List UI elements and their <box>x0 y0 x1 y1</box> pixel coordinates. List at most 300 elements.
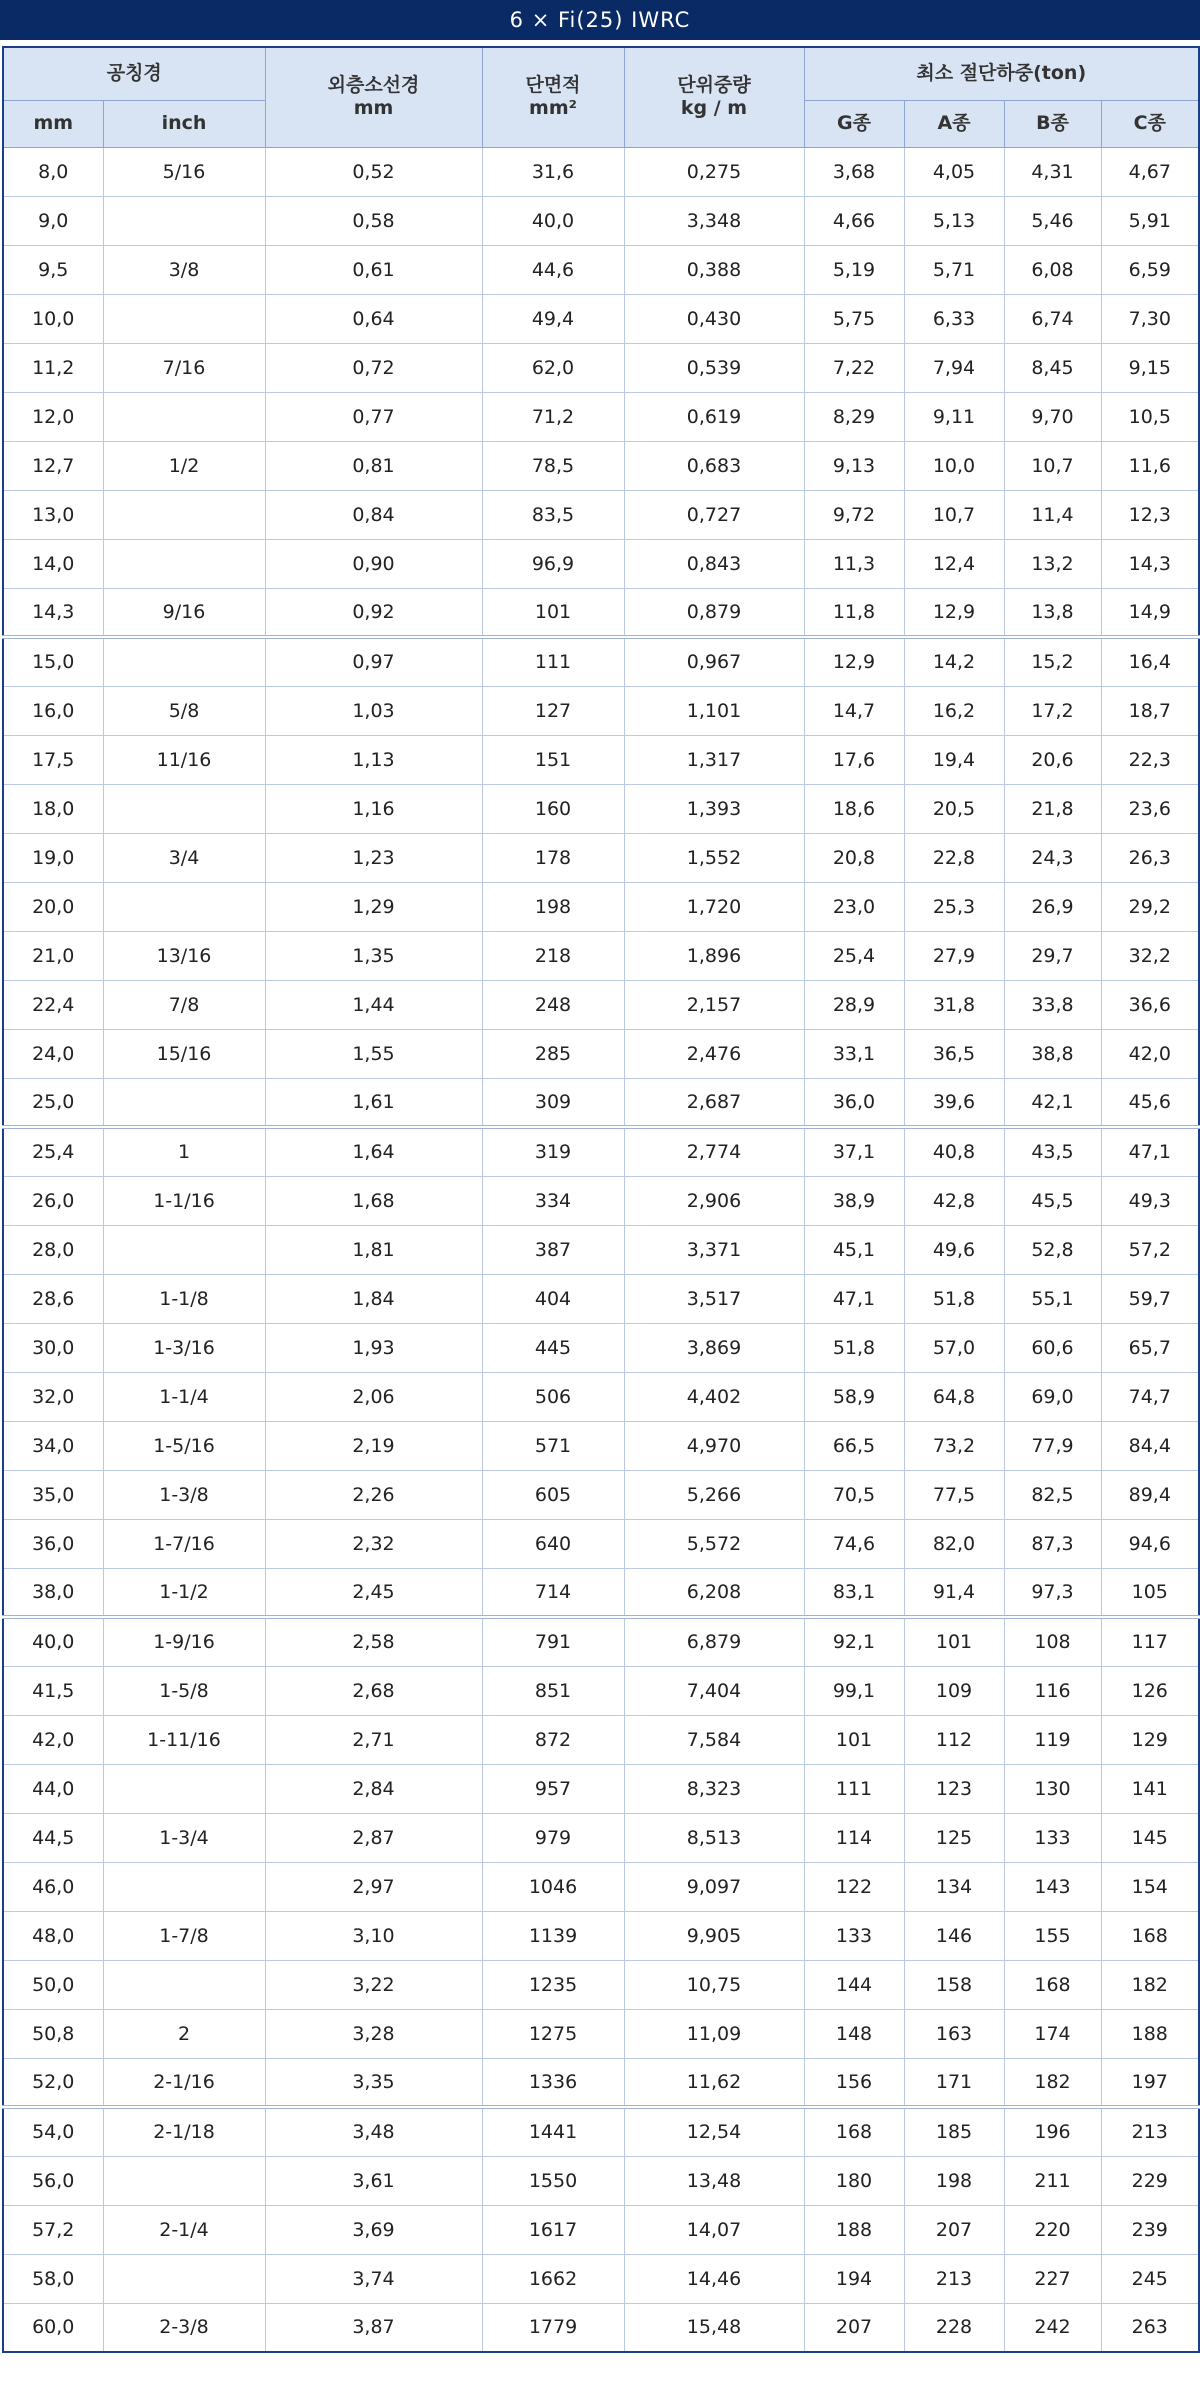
cell-outer-wire: 0,61 <box>265 245 482 294</box>
cell-inch: 7/16 <box>103 343 265 392</box>
table-row <box>3 1274 1199 1323</box>
cell-grade-c: 57,2 <box>1101 1225 1199 1274</box>
cell-inch: 1-1/16 <box>103 1176 265 1225</box>
cell-mm: 8,0 <box>3 147 103 196</box>
cell-unit-weight: 2,906 <box>624 1176 804 1225</box>
cell-inch: 15/16 <box>103 1029 265 1078</box>
cell-grade-a: 22,8 <box>904 833 1004 882</box>
cell-cross-section: 78,5 <box>482 441 624 490</box>
cell-grade-a: 5,13 <box>904 196 1004 245</box>
table-row <box>3 2009 1199 2058</box>
cell-outer-wire: 0,77 <box>265 392 482 441</box>
cell-grade-a: 125 <box>904 1813 1004 1862</box>
cell-inch: 1-11/16 <box>103 1715 265 1764</box>
cell-unit-weight: 6,208 <box>624 1568 804 1617</box>
cell-cross-section: 1235 <box>482 1960 624 2009</box>
cell-grade-c: 168 <box>1101 1911 1199 1960</box>
cell-grade-a: 31,8 <box>904 980 1004 1029</box>
cell-outer-wire: 1,13 <box>265 735 482 784</box>
cell-mm: 50,8 <box>3 2009 103 2058</box>
cell-grade-a: 73,2 <box>904 1421 1004 1470</box>
cell-grade-b: 9,70 <box>1004 392 1101 441</box>
cell-grade-b: 168 <box>1004 1960 1101 2009</box>
cell-grade-a: 10,0 <box>904 441 1004 490</box>
cell-grade-a: 27,9 <box>904 931 1004 980</box>
cell-grade-b: 116 <box>1004 1666 1101 1715</box>
cell-grade-c: 129 <box>1101 1715 1199 1764</box>
cell-outer-wire: 2,68 <box>265 1666 482 1715</box>
cell-cross-section: 1550 <box>482 2156 624 2205</box>
cell-grade-g: 14,7 <box>804 686 904 735</box>
cell-cross-section: 1275 <box>482 2009 624 2058</box>
cell-unit-weight: 1,393 <box>624 784 804 833</box>
cell-mm: 50,0 <box>3 1960 103 2009</box>
cell-grade-b: 38,8 <box>1004 1029 1101 1078</box>
cell-inch <box>103 1960 265 2009</box>
table-row <box>3 588 1199 637</box>
cell-outer-wire: 1,93 <box>265 1323 482 1372</box>
table-title: 6 × Fi(25) IWRC <box>0 0 1200 44</box>
cell-grade-b: 227 <box>1004 2254 1101 2303</box>
cell-grade-c: 188 <box>1101 2009 1199 2058</box>
cell-grade-g: 58,9 <box>804 1372 904 1421</box>
cell-grade-g: 114 <box>804 1813 904 1862</box>
cell-unit-weight: 0,275 <box>624 147 804 196</box>
cell-inch: 11/16 <box>103 735 265 784</box>
cell-unit-weight: 4,402 <box>624 1372 804 1421</box>
table-row <box>3 1715 1199 1764</box>
cell-grade-c: 22,3 <box>1101 735 1199 784</box>
cell-grade-a: 10,7 <box>904 490 1004 539</box>
cell-grade-a: 198 <box>904 2156 1004 2205</box>
cell-unit-weight: 2,687 <box>624 1078 804 1127</box>
table-row <box>3 1372 1199 1421</box>
header-unit-weight <box>624 47 804 147</box>
cell-outer-wire: 3,69 <box>265 2205 482 2254</box>
cell-grade-a: 163 <box>904 2009 1004 2058</box>
cell-grade-c: 263 <box>1101 2303 1199 2352</box>
table-row <box>3 1078 1199 1127</box>
cell-grade-g: 25,4 <box>804 931 904 980</box>
cell-inch <box>103 1764 265 1813</box>
cell-mm: 48,0 <box>3 1911 103 1960</box>
cell-unit-weight: 0,843 <box>624 539 804 588</box>
cell-cross-section: 571 <box>482 1421 624 1470</box>
cell-unit-weight: 11,62 <box>624 2058 804 2107</box>
cell-grade-g: 168 <box>804 2107 904 2156</box>
cell-grade-g: 148 <box>804 2009 904 2058</box>
cell-outer-wire: 1,29 <box>265 882 482 931</box>
cell-mm: 35,0 <box>3 1470 103 1519</box>
cell-mm: 34,0 <box>3 1421 103 1470</box>
cell-grade-b: 4,31 <box>1004 147 1101 196</box>
cell-grade-b: 8,45 <box>1004 343 1101 392</box>
cell-unit-weight: 10,75 <box>624 1960 804 2009</box>
cell-outer-wire: 3,35 <box>265 2058 482 2107</box>
cell-grade-b: 196 <box>1004 2107 1101 2156</box>
cell-grade-a: 42,8 <box>904 1176 1004 1225</box>
cell-mm: 56,0 <box>3 2156 103 2205</box>
cell-grade-b: 15,2 <box>1004 637 1101 686</box>
cell-outer-wire: 1,81 <box>265 1225 482 1274</box>
cell-grade-g: 92,1 <box>804 1617 904 1666</box>
cell-cross-section: 62,0 <box>482 343 624 392</box>
table-row <box>3 1421 1199 1470</box>
cell-grade-a: 185 <box>904 2107 1004 2156</box>
cell-grade-b: 10,7 <box>1004 441 1101 490</box>
cell-grade-a: 51,8 <box>904 1274 1004 1323</box>
cell-outer-wire: 3,48 <box>265 2107 482 2156</box>
cell-mm: 28,6 <box>3 1274 103 1323</box>
cell-mm: 57,2 <box>3 2205 103 2254</box>
cell-outer-wire: 3,87 <box>265 2303 482 2352</box>
cell-unit-weight: 0,967 <box>624 637 804 686</box>
cell-grade-c: 4,67 <box>1101 147 1199 196</box>
table-row <box>3 1960 1199 2009</box>
cell-inch: 1-3/8 <box>103 1470 265 1519</box>
cell-inch: 2-1/4 <box>103 2205 265 2254</box>
header-cross-section <box>482 47 624 147</box>
cell-cross-section: 44,6 <box>482 245 624 294</box>
cell-grade-g: 11,8 <box>804 588 904 637</box>
cell-outer-wire: 1,16 <box>265 784 482 833</box>
cell-grade-a: 134 <box>904 1862 1004 1911</box>
cell-grade-g: 9,72 <box>804 490 904 539</box>
cell-unit-weight: 0,430 <box>624 294 804 343</box>
cell-cross-section: 285 <box>482 1029 624 1078</box>
table-row <box>3 2156 1199 2205</box>
table-row <box>3 882 1199 931</box>
cell-grade-g: 12,9 <box>804 637 904 686</box>
header-cross-section-unit: mm² <box>529 97 577 120</box>
cell-mm: 21,0 <box>3 931 103 980</box>
cell-grade-b: 60,6 <box>1004 1323 1101 1372</box>
cell-grade-a: 14,2 <box>904 637 1004 686</box>
cell-outer-wire: 3,10 <box>265 1911 482 1960</box>
cell-outer-wire: 1,55 <box>265 1029 482 1078</box>
table-row <box>3 1813 1199 1862</box>
cell-grade-g: 38,9 <box>804 1176 904 1225</box>
cell-mm: 15,0 <box>3 637 103 686</box>
cell-grade-c: 84,4 <box>1101 1421 1199 1470</box>
header-grade-b: B종 <box>1004 100 1101 147</box>
cell-outer-wire: 0,72 <box>265 343 482 392</box>
cell-unit-weight: 2,476 <box>624 1029 804 1078</box>
cell-inch <box>103 294 265 343</box>
cell-unit-weight: 8,323 <box>624 1764 804 1813</box>
cell-cross-section: 319 <box>482 1127 624 1176</box>
cell-unit-weight: 3,348 <box>624 196 804 245</box>
cell-grade-a: 20,5 <box>904 784 1004 833</box>
cell-inch: 1-7/8 <box>103 1911 265 1960</box>
cell-grade-c: 12,3 <box>1101 490 1199 539</box>
cell-grade-c: 213 <box>1101 2107 1199 2156</box>
cell-grade-a: 82,0 <box>904 1519 1004 1568</box>
cell-grade-a: 171 <box>904 2058 1004 2107</box>
cell-cross-section: 404 <box>482 1274 624 1323</box>
cell-unit-weight: 8,513 <box>624 1813 804 1862</box>
cell-grade-c: 74,7 <box>1101 1372 1199 1421</box>
cell-cross-section: 957 <box>482 1764 624 1813</box>
cell-unit-weight: 0,539 <box>624 343 804 392</box>
cell-cross-section: 605 <box>482 1470 624 1519</box>
cell-mm: 14,3 <box>3 588 103 637</box>
cell-grade-g: 28,9 <box>804 980 904 1029</box>
cell-unit-weight: 1,552 <box>624 833 804 882</box>
cell-outer-wire: 0,92 <box>265 588 482 637</box>
cell-cross-section: 127 <box>482 686 624 735</box>
cell-grade-g: 3,68 <box>804 147 904 196</box>
cell-inch <box>103 196 265 245</box>
cell-mm: 13,0 <box>3 490 103 539</box>
cell-grade-g: 194 <box>804 2254 904 2303</box>
header-inch: inch <box>103 100 265 147</box>
cell-grade-a: 4,05 <box>904 147 1004 196</box>
cell-grade-g: 133 <box>804 1911 904 1960</box>
cell-unit-weight: 13,48 <box>624 2156 804 2205</box>
cell-inch: 5/16 <box>103 147 265 196</box>
cell-mm: 30,0 <box>3 1323 103 1372</box>
cell-grade-g: 5,19 <box>804 245 904 294</box>
cell-unit-weight: 7,584 <box>624 1715 804 1764</box>
cell-cross-section: 151 <box>482 735 624 784</box>
cell-grade-c: 42,0 <box>1101 1029 1199 1078</box>
header-grade-a: A종 <box>904 100 1004 147</box>
cell-grade-b: 11,4 <box>1004 490 1101 539</box>
cell-inch: 1-1/2 <box>103 1568 265 1617</box>
cell-grade-c: 94,6 <box>1101 1519 1199 1568</box>
cell-grade-c: 47,1 <box>1101 1127 1199 1176</box>
cell-grade-a: 112 <box>904 1715 1004 1764</box>
cell-grade-c: 14,3 <box>1101 539 1199 588</box>
table-row <box>3 343 1199 392</box>
header-grade-c: C종 <box>1101 100 1199 147</box>
cell-grade-b: 17,2 <box>1004 686 1101 735</box>
cell-inch <box>103 1078 265 1127</box>
table-row <box>3 1519 1199 1568</box>
cell-outer-wire: 2,97 <box>265 1862 482 1911</box>
cell-grade-g: 7,22 <box>804 343 904 392</box>
cell-grade-b: 242 <box>1004 2303 1101 2352</box>
cell-inch: 1-3/4 <box>103 1813 265 1862</box>
cell-cross-section: 1662 <box>482 2254 624 2303</box>
cell-grade-c: 49,3 <box>1101 1176 1199 1225</box>
cell-inch <box>103 2254 265 2303</box>
table-row <box>3 196 1199 245</box>
cell-outer-wire: 2,71 <box>265 1715 482 1764</box>
cell-grade-g: 51,8 <box>804 1323 904 1372</box>
table-row <box>3 784 1199 833</box>
cell-outer-wire: 3,28 <box>265 2009 482 2058</box>
cell-grade-c: 145 <box>1101 1813 1199 1862</box>
cell-outer-wire: 3,61 <box>265 2156 482 2205</box>
cell-grade-b: 13,2 <box>1004 539 1101 588</box>
cell-unit-weight: 3,371 <box>624 1225 804 1274</box>
cell-grade-g: 180 <box>804 2156 904 2205</box>
cell-unit-weight: 5,572 <box>624 1519 804 1568</box>
cell-inch: 1/2 <box>103 441 265 490</box>
cell-outer-wire: 0,97 <box>265 637 482 686</box>
cell-grade-g: 188 <box>804 2205 904 2254</box>
cell-outer-wire: 0,90 <box>265 539 482 588</box>
cell-cross-section: 872 <box>482 1715 624 1764</box>
cell-unit-weight: 5,266 <box>624 1470 804 1519</box>
cell-mm: 10,0 <box>3 294 103 343</box>
table-header <box>3 47 1199 147</box>
cell-grade-g: 36,0 <box>804 1078 904 1127</box>
cell-grade-a: 57,0 <box>904 1323 1004 1372</box>
cell-inch: 7/8 <box>103 980 265 1029</box>
cell-grade-b: 45,5 <box>1004 1176 1101 1225</box>
table-row <box>3 1225 1199 1274</box>
cell-outer-wire: 0,81 <box>265 441 482 490</box>
cell-grade-g: 70,5 <box>804 1470 904 1519</box>
cell-mm: 9,5 <box>3 245 103 294</box>
cell-unit-weight: 3,517 <box>624 1274 804 1323</box>
cell-cross-section: 111 <box>482 637 624 686</box>
cell-grade-g: 207 <box>804 2303 904 2352</box>
cell-outer-wire: 2,87 <box>265 1813 482 1862</box>
cell-grade-g: 9,13 <box>804 441 904 490</box>
table-row <box>3 490 1199 539</box>
cell-grade-g: 5,75 <box>804 294 904 343</box>
cell-unit-weight: 7,404 <box>624 1666 804 1715</box>
cell-grade-c: 65,7 <box>1101 1323 1199 1372</box>
cell-cross-section: 1046 <box>482 1862 624 1911</box>
table-row <box>3 2254 1199 2303</box>
cell-cross-section: 101 <box>482 588 624 637</box>
cell-grade-c: 6,59 <box>1101 245 1199 294</box>
cell-mm: 26,0 <box>3 1176 103 1225</box>
cell-grade-c: 7,30 <box>1101 294 1199 343</box>
cell-inch: 9/16 <box>103 588 265 637</box>
cell-grade-c: 10,5 <box>1101 392 1199 441</box>
table-row <box>3 2058 1199 2107</box>
cell-outer-wire: 1,35 <box>265 931 482 980</box>
cell-grade-b: 182 <box>1004 2058 1101 2107</box>
cell-grade-b: 24,3 <box>1004 833 1101 882</box>
table-container <box>0 44 1200 2353</box>
cell-mm: 20,0 <box>3 882 103 931</box>
cell-mm: 14,0 <box>3 539 103 588</box>
cell-mm: 25,0 <box>3 1078 103 1127</box>
cell-unit-weight: 2,157 <box>624 980 804 1029</box>
cell-grade-b: 55,1 <box>1004 1274 1101 1323</box>
cell-outer-wire: 2,32 <box>265 1519 482 1568</box>
cell-inch <box>103 1862 265 1911</box>
cell-grade-c: 29,2 <box>1101 882 1199 931</box>
cell-grade-g: 156 <box>804 2058 904 2107</box>
cell-grade-b: 155 <box>1004 1911 1101 1960</box>
cell-grade-b: 220 <box>1004 2205 1101 2254</box>
cell-grade-c: 141 <box>1101 1764 1199 1813</box>
cell-inch: 2-1/16 <box>103 2058 265 2107</box>
cell-unit-weight: 1,101 <box>624 686 804 735</box>
header-cross-section-label: 단면적 <box>525 73 581 96</box>
cell-unit-weight: 14,07 <box>624 2205 804 2254</box>
cell-grade-a: 91,4 <box>904 1568 1004 1617</box>
cell-unit-weight: 0,683 <box>624 441 804 490</box>
cell-grade-c: 154 <box>1101 1862 1199 1911</box>
cell-grade-b: 211 <box>1004 2156 1101 2205</box>
cell-cross-section: 1779 <box>482 2303 624 2352</box>
cell-mm: 42,0 <box>3 1715 103 1764</box>
cell-mm: 22,4 <box>3 980 103 1029</box>
cell-grade-b: 133 <box>1004 1813 1101 1862</box>
cell-cross-section: 96,9 <box>482 539 624 588</box>
cell-grade-c: 182 <box>1101 1960 1199 2009</box>
cell-grade-g: 66,5 <box>804 1421 904 1470</box>
cell-grade-c: 11,6 <box>1101 441 1199 490</box>
cell-grade-b: 26,9 <box>1004 882 1101 931</box>
table-row <box>3 294 1199 343</box>
cell-grade-a: 109 <box>904 1666 1004 1715</box>
header-mm: mm <box>3 100 103 147</box>
header-unit-weight-unit: kg / m <box>680 97 748 120</box>
cell-cross-section: 71,2 <box>482 392 624 441</box>
cell-unit-weight: 0,619 <box>624 392 804 441</box>
cell-mm: 46,0 <box>3 1862 103 1911</box>
cell-unit-weight: 14,46 <box>624 2254 804 2303</box>
cell-grade-b: 43,5 <box>1004 1127 1101 1176</box>
cell-grade-b: 130 <box>1004 1764 1101 1813</box>
cell-grade-c: 18,7 <box>1101 686 1199 735</box>
cell-grade-c: 26,3 <box>1101 833 1199 882</box>
cell-grade-g: 74,6 <box>804 1519 904 1568</box>
cell-grade-g: 37,1 <box>804 1127 904 1176</box>
table-row <box>3 441 1199 490</box>
cell-grade-g: 122 <box>804 1862 904 1911</box>
cell-inch: 2-1/18 <box>103 2107 265 2156</box>
cell-mm: 60,0 <box>3 2303 103 2352</box>
cell-grade-b: 77,9 <box>1004 1421 1101 1470</box>
header-outer-wire-diameter <box>265 47 482 147</box>
cell-inch: 3/4 <box>103 833 265 882</box>
cell-cross-section: 248 <box>482 980 624 1029</box>
cell-unit-weight: 0,388 <box>624 245 804 294</box>
cell-outer-wire: 2,26 <box>265 1470 482 1519</box>
cell-grade-g: 18,6 <box>804 784 904 833</box>
table-row <box>3 833 1199 882</box>
cell-grade-b: 29,7 <box>1004 931 1101 980</box>
cell-grade-b: 174 <box>1004 2009 1101 2058</box>
table-body <box>3 147 1199 2352</box>
cell-grade-b: 6,08 <box>1004 245 1101 294</box>
header-outer-wire-diameter-label: 외층소선경 <box>327 73 420 96</box>
cell-outer-wire: 2,06 <box>265 1372 482 1421</box>
cell-cross-section: 640 <box>482 1519 624 1568</box>
cell-grade-a: 36,5 <box>904 1029 1004 1078</box>
table-row <box>3 637 1199 686</box>
table-row <box>3 1666 1199 1715</box>
cell-mm: 17,5 <box>3 735 103 784</box>
cell-grade-g: 99,1 <box>804 1666 904 1715</box>
cell-grade-a: 49,6 <box>904 1225 1004 1274</box>
cell-inch <box>103 637 265 686</box>
cell-grade-a: 5,71 <box>904 245 1004 294</box>
cell-grade-g: 4,66 <box>804 196 904 245</box>
cell-grade-c: 9,15 <box>1101 343 1199 392</box>
cell-inch <box>103 784 265 833</box>
cell-grade-c: 23,6 <box>1101 784 1199 833</box>
cell-grade-c: 229 <box>1101 2156 1199 2205</box>
cell-unit-weight: 4,970 <box>624 1421 804 1470</box>
table-row <box>3 735 1199 784</box>
cell-grade-b: 6,74 <box>1004 294 1101 343</box>
table-row <box>3 1029 1199 1078</box>
cell-inch: 1 <box>103 1127 265 1176</box>
cell-cross-section: 218 <box>482 931 624 980</box>
